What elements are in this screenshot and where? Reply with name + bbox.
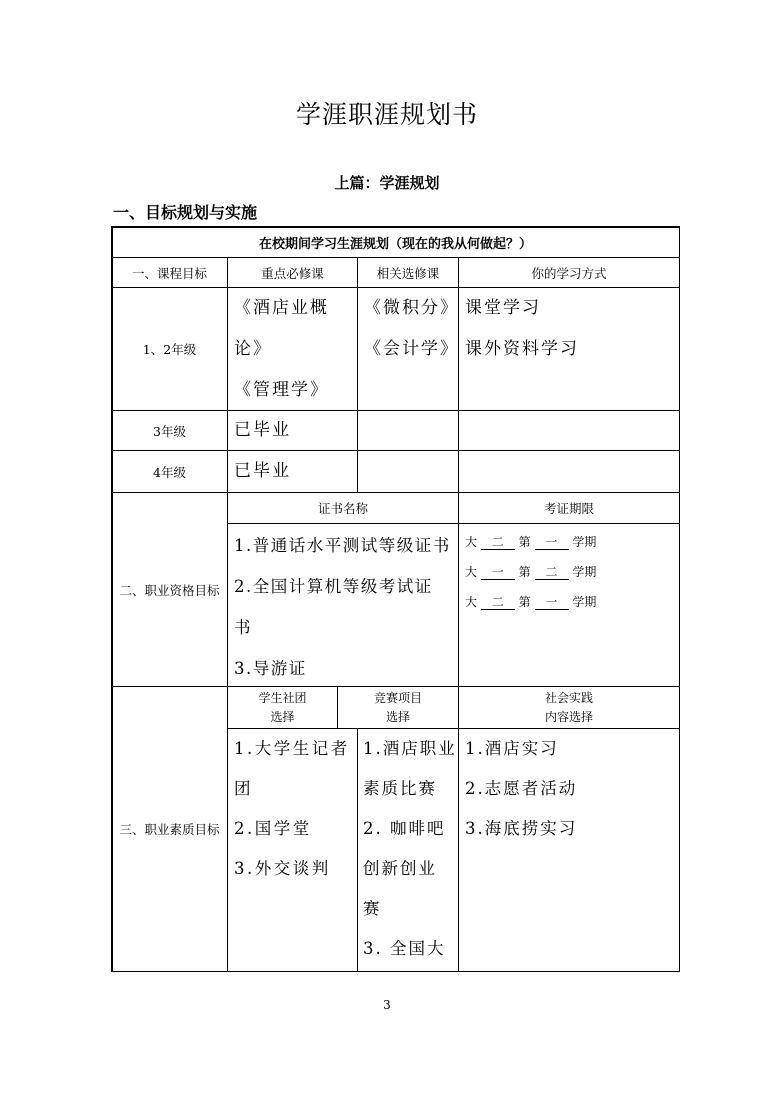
list-item: 1.酒店职业 <box>363 739 457 758</box>
list-item: 《微积分》 <box>364 298 459 318</box>
page-number: 3 <box>383 998 391 1012</box>
elective-courses-list <box>364 288 459 370</box>
list-item: 课堂学习 <box>465 298 541 318</box>
list-item: 2. 咖啡吧 <box>363 819 446 838</box>
list-item: 书 <box>234 618 252 637</box>
list-item: 3.导游证 <box>234 659 307 678</box>
header-social-practice: 社会实践 内容选择 <box>544 690 593 724</box>
part-title: 上篇：学涯规划 <box>334 174 440 192</box>
list-item: 2.国学堂 <box>234 819 312 838</box>
list-item: 《会计学》 <box>364 339 459 359</box>
grade-label: 3年级 <box>153 423 186 439</box>
list-item: 创新创业 <box>363 859 437 878</box>
section-title: 一、目标规划与实施 <box>113 203 258 222</box>
list-item: 《酒店业概 <box>234 298 329 318</box>
header-competitions: 竞赛项目 选择 <box>373 690 422 724</box>
grade-label: 1、2年级 <box>142 342 197 357</box>
header-required-courses: 重点必修课 <box>261 265 324 281</box>
list-item: 1.大学生记者 <box>234 739 350 758</box>
exam-period-item: 大 二 第 一 学期 <box>465 595 597 609</box>
required-courses-list <box>234 288 329 411</box>
list-item: 《管理学》 <box>234 380 329 400</box>
list-item: 赛 <box>363 899 382 918</box>
header-exam-period: 考证期限 <box>543 501 594 516</box>
table-caption: 在校期间学习生涯规划（现在的我从何做起？） <box>258 237 532 252</box>
exam-period-item: 大 一 第 二 学期 <box>465 565 597 579</box>
list-item: 团 <box>234 779 253 798</box>
header-course-goal: 一、课程目标 <box>131 265 207 281</box>
list-item: 素质比赛 <box>363 779 437 798</box>
competitions-list <box>363 729 457 969</box>
list-item: 3.外交谈判 <box>234 859 331 878</box>
list-item: 3.海底捞实习 <box>465 819 578 838</box>
list-item: 2.志愿者活动 <box>465 779 578 798</box>
list-item: 论》 <box>234 339 272 359</box>
list-item: 1.普通话水平测试等级证书 <box>234 536 451 555</box>
certificate-goal-label: 二、职业资格目标 <box>119 582 220 598</box>
grade-label: 4年级 <box>153 464 186 480</box>
list-item: 2.全国计算机等级考试证 <box>234 577 433 596</box>
header-elective-courses: 相关选修课 <box>376 265 440 281</box>
list-item: 3. 全国大 <box>363 939 446 958</box>
document-title: 学涯职涯规划书 <box>295 100 478 129</box>
exam-period-item: 大 二 第 一 学期 <box>465 535 597 549</box>
required-course-status: 已毕业 <box>234 420 291 440</box>
list-item: 1.酒店实习 <box>465 739 559 758</box>
required-course-status: 已毕业 <box>234 461 291 481</box>
header-learning-method: 你的学习方式 <box>531 265 607 281</box>
social-practice-list <box>465 729 577 849</box>
header-student-clubs: 学生社团 选择 <box>258 690 307 724</box>
student-clubs-list <box>234 729 350 889</box>
certificate-list <box>234 525 451 689</box>
header-certificate-name: 证书名称 <box>317 501 368 516</box>
learning-method-list <box>465 288 579 370</box>
list-item: 课外资料学习 <box>465 339 579 359</box>
quality-goal-label: 三、职业素质目标 <box>119 822 220 837</box>
